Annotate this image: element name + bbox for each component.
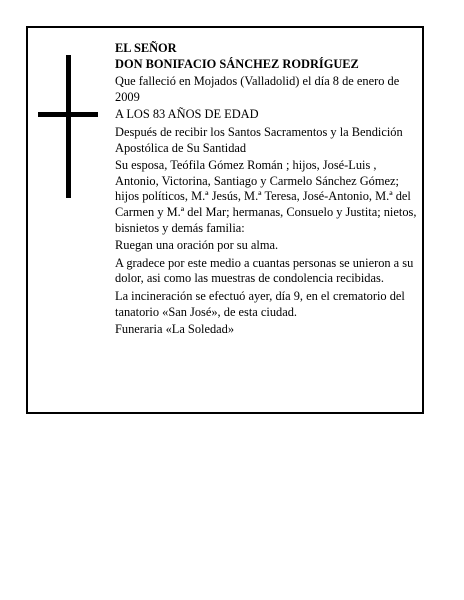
age-at-death: A LOS 83 AÑOS DE EDAD: [115, 107, 259, 122]
thanks-note: A gradece por este medio a cuantas personas se unieron a su dolor, asi como las muestras de condolencia recibidas.: [115, 255, 414, 286]
obituary-notice: [26, 26, 424, 414]
obituary-text: [115, 41, 421, 340]
funeral-home: Funeraria «La Soledad»: [115, 322, 235, 337]
deceased-name: DON BONIFACIO SÁNCHEZ RODRÍGUEZ: [115, 56, 359, 71]
sacraments-note: Después de recibir los Santos Sacramentos y la Bendición Apostólica de Su Santidad: [115, 124, 403, 155]
deceased-title: EL SEÑOR: [115, 41, 177, 55]
prayer-request: Ruegan una oración por su alma.: [115, 238, 279, 253]
family-members: Su esposa, Teófila Gómez Román ; hijos, José-Luis , Antonio, Victorina, Santiago y Carmelo Sánchez Gómez; hijos políticos, M.ª Jesús, M.ª Teresa, José-Antonio, M.ª del Carmen y M.ª del Mar; hermanas, Consuelo y Justita; nietos, bisnietos y demás familia:: [115, 158, 417, 235]
cross-horizontal-bar: [38, 112, 98, 117]
cross-vertical-bar: [66, 55, 71, 198]
death-announcement: Que falleció en Mojados (Valladolid) el día 8 de enero de 2009: [115, 74, 400, 104]
cremation-note: La incineración se efectuó ayer, día 9, en el crematorio del tanatorio «San José», de esta ciudad.: [115, 288, 405, 319]
cross-icon: [38, 55, 98, 198]
